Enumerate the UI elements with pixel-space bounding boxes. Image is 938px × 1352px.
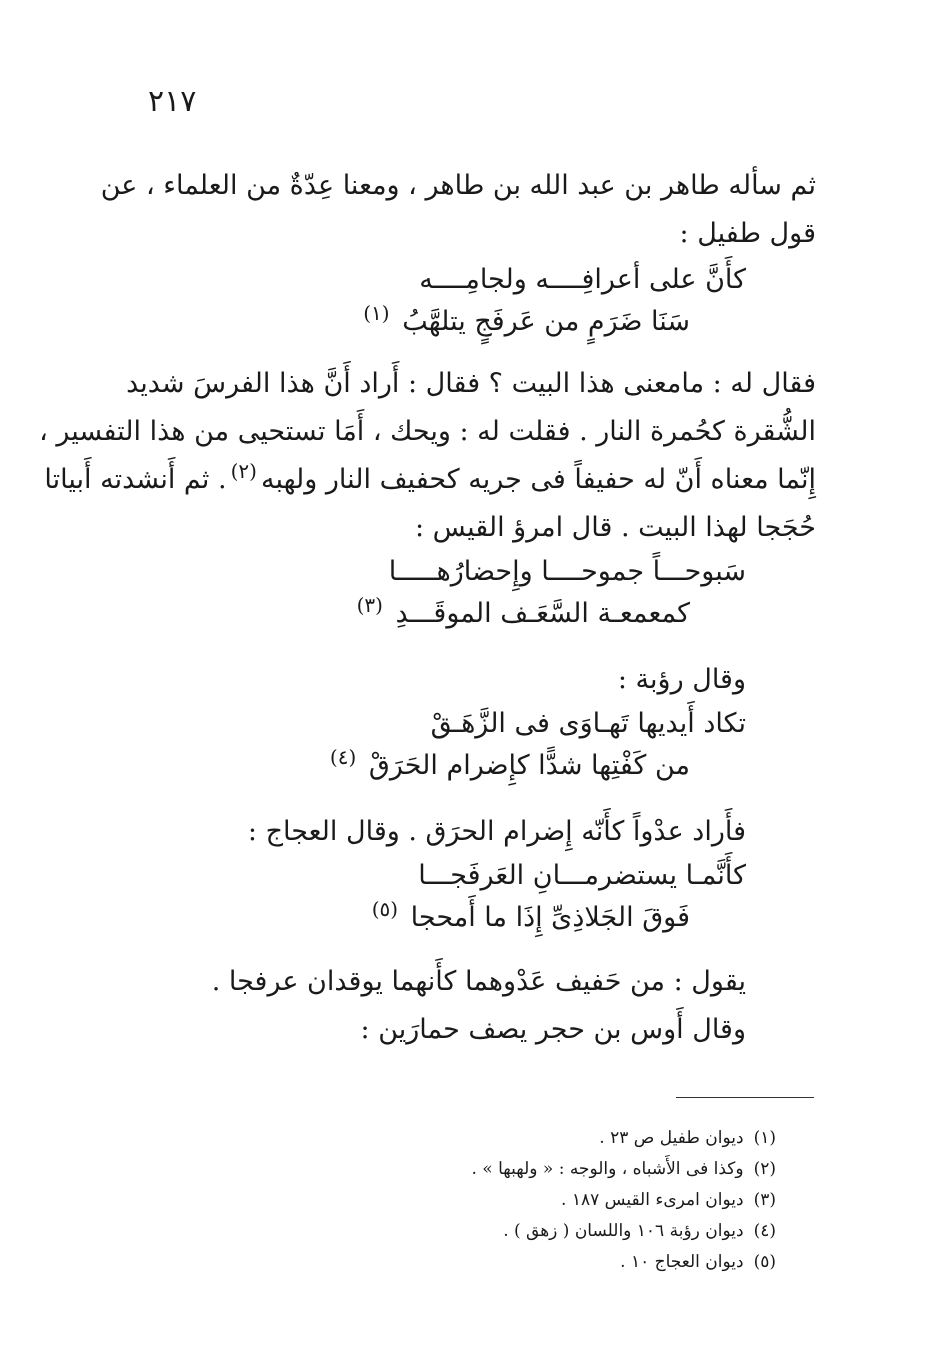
footnote (620, 1250, 776, 1274)
footnote-text: ديوان طفيل ص ٢٣ . (599, 1128, 744, 1148)
paragraph-text: إِنّما معناه أَنّ له حفيفاً فى جريه كحفيف النار ولهبه (260, 464, 816, 495)
verse-text: سَنَا ضَرَمٍ من عَرفَجٍ يتلهَّبُ (402, 306, 690, 337)
footnote-text: ديوان امرىء القيس ١٨٧ . (561, 1190, 744, 1210)
paragraph-line: فقال له : مامعنى هذا البيت ؟ فقال : أَراد أَنَّ هذا الفرسَ شديد (126, 368, 816, 399)
paragraph-line: فأَراد عدْواً كأَنّه إِضرام الحرَق . وقال العجاج : (247, 816, 746, 847)
paragraph-line: قول طفيل : (679, 218, 816, 249)
footnote-number: (١) (753, 1128, 776, 1148)
verse-line (353, 594, 690, 634)
paragraph-line: ثم سأله طاهر بن عبد الله بن طاهر ، ومعنا عِدّةٌ من العلماء ، عن (100, 170, 816, 201)
footnote (561, 1188, 776, 1212)
footnote-divider (676, 1097, 814, 1098)
verse-line: كأَنَّمـا يستضرمـــانِ العَرفَجـــا (418, 860, 746, 891)
paragraph-line (44, 460, 816, 500)
verse-line (368, 898, 690, 938)
verse-line: سَبوحـــاً جموحــــا وإِحضارُهـــــا (388, 556, 746, 587)
footnote-number: (٤) (753, 1221, 776, 1241)
paragraph-line: الشُّقرة كحُمرة النار . فقلت له : ويحك ، أَمَا تستحيى من هذا التفسير ، (39, 416, 816, 447)
verse-line (359, 302, 690, 342)
page-number: ٢١٧ (148, 84, 197, 119)
footnote-ref: (١) (363, 301, 390, 325)
footnote-text: وكذا فى الأَشباه ، والوجه : « ولهبها » . (471, 1159, 744, 1179)
paragraph-text: . ثم أَنشدته أَبياتا (44, 464, 227, 495)
footnote-ref: (٤) (329, 745, 357, 769)
footnote-number: (٣) (753, 1190, 776, 1210)
paragraph-line: حُجَجا لهذا البيت . قال امرؤ القيس : (414, 512, 816, 543)
paragraph-line: يقول : من حَفيف عَدْوهما كأَنهما يوقدان عرفجا . (211, 966, 746, 997)
paragraph-line: وقال أَوس بن حجر يصف حمارَين : (360, 1014, 746, 1045)
verse-text: من كَفْتِها شدًّا كإِضرام الحَرَقْ (368, 750, 690, 781)
footnote-text: ديوان العجاج ١٠ . (620, 1252, 744, 1272)
footnote-text: ديوان رؤبة ١٠٦ واللسان ( زهق ) . (503, 1221, 744, 1241)
footnote-ref: (٥) (371, 897, 399, 921)
verse-text: كمعمعـة السَّعَـف الموقَـــدِ (395, 598, 690, 629)
paragraph-line: وقال رؤبة : (617, 664, 746, 695)
footnote (472, 1157, 777, 1181)
verse-line: تكاد أَيديها تَهـاوَى فى الزَّهَـقْ (430, 708, 746, 739)
verse-line (326, 746, 690, 786)
footnote-ref: (٢) (230, 459, 257, 483)
footnote-ref: (٣) (356, 593, 383, 617)
footnote (503, 1219, 776, 1243)
footnote-number: (٢) (753, 1159, 776, 1179)
footnote (599, 1126, 776, 1150)
verse-text: فَوقَ الجَلاذِىِّ إِذَا ما أَمحجا (410, 902, 690, 933)
verse-line: كأَنَّ على أعرافِــــه ولجامِــــه (419, 264, 746, 295)
footnote-number: (٥) (753, 1252, 776, 1272)
